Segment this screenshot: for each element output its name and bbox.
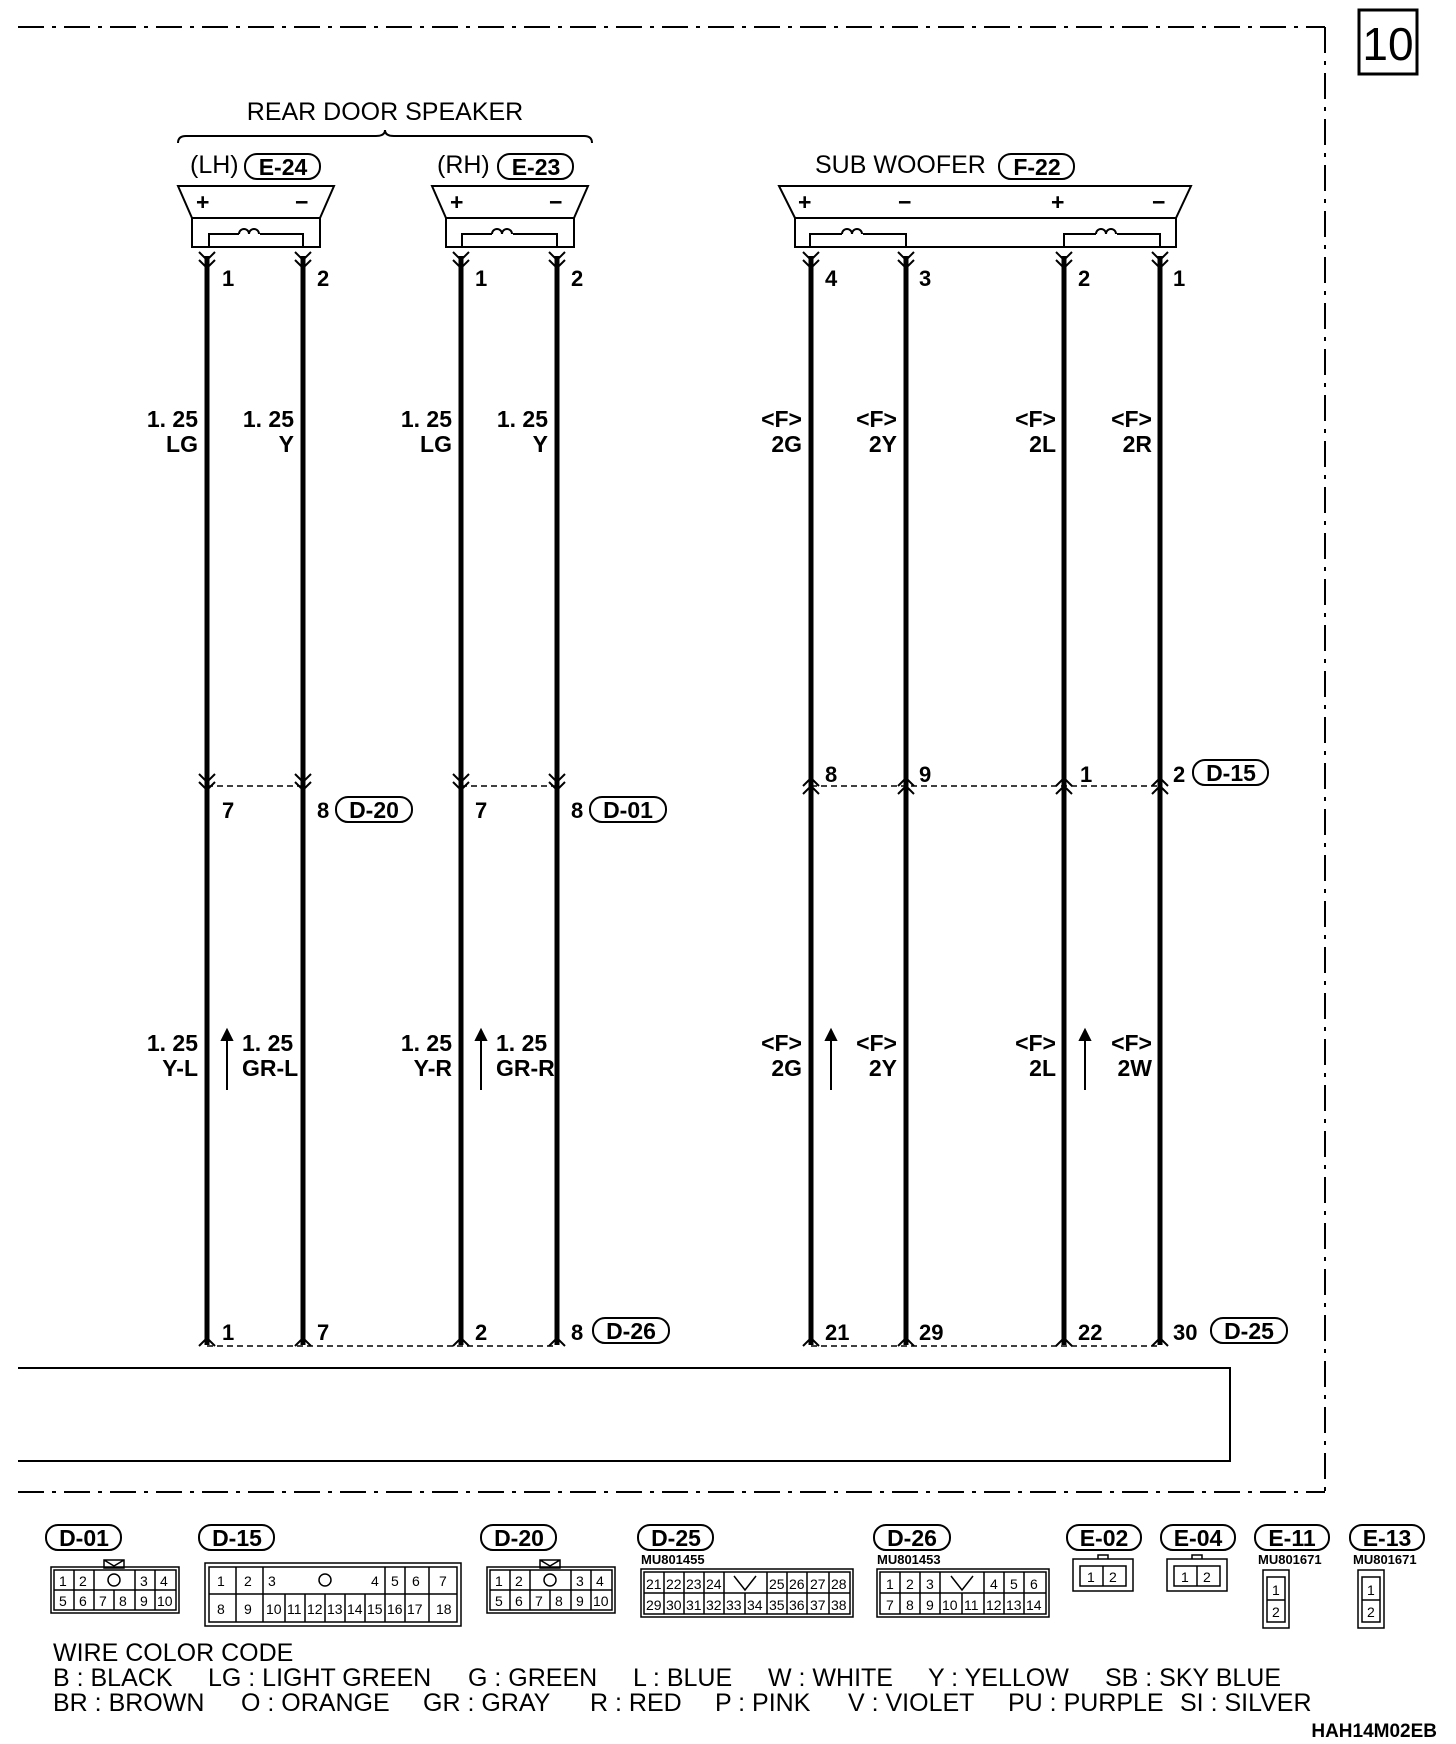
pin-cell: 10 [266, 1601, 282, 1617]
pin-label: 8 [571, 1320, 584, 1345]
wire-color-entry: G : GREEN [468, 1664, 598, 1692]
pin-cell: 2 [1203, 1569, 1211, 1585]
pin-cell: 3 [268, 1573, 276, 1589]
pin-cell: 25 [769, 1576, 785, 1592]
pin-cell: 9 [926, 1597, 934, 1613]
wire-color-entry: Y : YELLOW [928, 1664, 1069, 1692]
pin-cell: 10 [942, 1597, 958, 1613]
wire-color-label: LG [166, 431, 198, 457]
wire-size-label: 1. 25 [146, 1030, 198, 1056]
pin-cell: 5 [59, 1593, 67, 1609]
wire-size-label: 1. 25 [400, 406, 452, 432]
pin-label: 21 [825, 1320, 850, 1345]
wire-size-label: <F> [856, 406, 897, 432]
wire-color-entry: BR : BROWN [53, 1689, 205, 1717]
pin-cell: 1 [886, 1576, 894, 1592]
wire-color-entry: V : VIOLET [848, 1689, 975, 1717]
connector-id-d15: D-15 [1206, 760, 1256, 786]
sub-woofer-title: SUB WOOFER [815, 151, 986, 179]
page-number: 10 [1362, 18, 1414, 70]
pin-cell: 2 [244, 1573, 252, 1589]
lh-connector-id: E-24 [258, 154, 308, 180]
pin-cell: 16 [387, 1601, 403, 1617]
pin-cell: 3 [576, 1573, 584, 1589]
connector-part-number: MU801455 [641, 1552, 705, 1567]
audio-unit-outline [18, 1368, 1230, 1461]
rear-door-speaker-brace [178, 130, 592, 143]
connector-id-d26: D-26 [606, 1318, 656, 1344]
pin-cell: 7 [535, 1593, 543, 1609]
wire-size-label: 1. 25 [146, 406, 198, 432]
pin-label: 1 [222, 266, 235, 291]
pin-cell: 11 [287, 1601, 302, 1617]
pin-cell: 6 [1030, 1576, 1038, 1592]
pin-cell: 13 [1006, 1597, 1022, 1613]
connector-view-id: E-13 [1362, 1525, 1412, 1551]
wire-size-label: <F> [761, 406, 802, 432]
wire-color-label: Y-R [413, 1055, 452, 1081]
wire-size-label: 1. 25 [242, 406, 294, 432]
pin-cell: 12 [307, 1601, 323, 1617]
pin-cell: 2 [906, 1576, 914, 1592]
pin-label: 1 [1080, 762, 1093, 787]
wire-color-label: LG [420, 431, 452, 457]
wire-color-label: 2Y [868, 431, 897, 457]
wire-color-entry: O : ORANGE [241, 1689, 390, 1717]
wire-color-entry: B : BLACK [53, 1664, 173, 1692]
wire-color-entry: L : BLUE [633, 1664, 733, 1692]
pin-cell: 8 [555, 1593, 563, 1609]
wire-size-label: 1. 25 [400, 1030, 452, 1056]
pin-cell: 1 [1181, 1569, 1189, 1585]
rh-side-label: (RH) [437, 151, 490, 179]
upper-wire-labels [147, 406, 1153, 457]
wire-color-label: 2L [1029, 1055, 1056, 1081]
pin-label: 9 [919, 762, 932, 787]
wire-color-entry: R : RED [590, 1689, 682, 1717]
connector-view-e02 [1073, 1555, 1133, 1591]
pin-cell: 26 [789, 1576, 805, 1592]
wire-size-label: <F> [1111, 406, 1152, 432]
rear-door-speaker-title: REAR DOOR SPEAKER [246, 98, 524, 126]
pin-cell: 4 [160, 1573, 168, 1589]
pin-cell: 14 [347, 1601, 363, 1617]
pin-cell: 4 [990, 1576, 998, 1592]
pin-cell: 1 [217, 1573, 225, 1589]
connector-view-id: D-26 [887, 1525, 937, 1551]
wire-color-label: GR-L [242, 1055, 299, 1081]
connector-view-id: D-20 [494, 1525, 544, 1551]
sw-minus-sign-2: − [1152, 189, 1166, 215]
connector-view-id: E-02 [1079, 1525, 1129, 1551]
wire-color-label: Y-L [162, 1055, 198, 1081]
wire-color-entry: SB : SKY BLUE [1105, 1664, 1282, 1692]
pin-cell: 3 [926, 1576, 934, 1592]
connector-part-number: MU801453 [877, 1552, 941, 1567]
pin-label: 1 [222, 1320, 235, 1345]
connector-view-id: D-25 [651, 1525, 701, 1551]
pin-cell: 8 [906, 1597, 914, 1613]
connector-view-d26 [877, 1569, 1049, 1617]
pin-cell: 28 [831, 1576, 847, 1592]
connector-views [46, 1525, 1424, 1628]
pin-label: 2 [317, 266, 330, 291]
pin-cell: 10 [157, 1593, 173, 1609]
pin-cell: 7 [886, 1597, 894, 1613]
pin-label: 22 [1078, 1320, 1103, 1345]
pin-cell: 2 [515, 1573, 523, 1589]
pin-cell: 35 [769, 1597, 785, 1613]
wire-size-label: <F> [856, 1030, 897, 1056]
wire-color-code [53, 1639, 1312, 1717]
pin-cell: 17 [407, 1601, 423, 1617]
pin-label: 8 [825, 762, 838, 787]
sw-minus-sign-1: − [898, 189, 912, 215]
pin-cell: 9 [576, 1593, 584, 1609]
connector-view-id: D-15 [212, 1525, 262, 1551]
pin-cell: 36 [789, 1597, 805, 1613]
wire-color-label: 2W [1117, 1055, 1152, 1081]
lower-wire-labels [147, 1030, 1152, 1081]
pin-cell: 13 [327, 1601, 343, 1617]
pin-cell: 2 [1109, 1569, 1117, 1585]
pin-cell: 1 [1272, 1582, 1280, 1598]
pin-label: 7 [222, 798, 235, 823]
sub-woofer-symbol [779, 186, 1191, 247]
wire-color-entry: W : WHITE [768, 1664, 893, 1692]
lh-plus-sign: + [196, 189, 210, 215]
pin-cell: 21 [646, 1576, 662, 1592]
pin-cell: 6 [79, 1593, 87, 1609]
figure-code: HAH14M02EB [1311, 1721, 1437, 1742]
rh-minus-sign: − [549, 189, 563, 215]
connector-view-id: D-01 [59, 1525, 109, 1551]
pin-label: 29 [919, 1320, 944, 1345]
pin-cell: 9 [244, 1601, 252, 1617]
sub-woofer-connector-id: F-22 [1013, 154, 1061, 180]
wire-size-label: <F> [1015, 406, 1056, 432]
wire-color-label: 2R [1122, 431, 1152, 457]
pin-cell: 3 [140, 1573, 148, 1589]
pin-cell: 10 [593, 1593, 609, 1609]
pin-label: 7 [475, 798, 488, 823]
pin-label: 3 [919, 266, 932, 291]
sw-plus-sign-1: + [798, 189, 812, 215]
pin-cell: 4 [371, 1573, 379, 1589]
pin-cell: 5 [495, 1593, 503, 1609]
pin-cell: 5 [1010, 1576, 1018, 1592]
rh-connector-id: E-23 [511, 154, 561, 180]
pin-label: 1 [1173, 266, 1186, 291]
pin-cell: 8 [119, 1593, 127, 1609]
pin-label: 30 [1173, 1320, 1198, 1345]
pin-cell: 37 [810, 1597, 826, 1613]
connector-id-d20: D-20 [349, 797, 399, 823]
pin-label: 7 [317, 1320, 330, 1345]
pin-cell: 5 [391, 1573, 399, 1589]
wire-color-label: Y [532, 431, 548, 457]
wire-size-label: <F> [1015, 1030, 1056, 1056]
connector-id-d01: D-01 [603, 797, 653, 823]
pin-cell: 33 [726, 1597, 742, 1613]
pin-cell: 8 [217, 1601, 225, 1617]
wire-color-entry: PU : PURPLE [1008, 1689, 1164, 1717]
pin-cell: 2 [79, 1573, 87, 1589]
connector-view-e04 [1167, 1555, 1227, 1591]
pin-cell: 15 [367, 1601, 383, 1617]
wire-color-entry: P : PINK [715, 1689, 811, 1717]
pin-cell: 1 [1367, 1582, 1375, 1598]
pin-cell: 38 [831, 1597, 847, 1613]
wire-color-code-title: WIRE COLOR CODE [53, 1639, 294, 1667]
pin-label: 2 [475, 1320, 488, 1345]
connector-part-number: MU801671 [1353, 1552, 1417, 1567]
pin-label: 1 [475, 266, 488, 291]
pin-label: 2 [1173, 762, 1186, 787]
pin-cell: 30 [666, 1597, 682, 1613]
wire-color-label: 2G [771, 431, 802, 457]
pin-cell: 1 [1087, 1569, 1095, 1585]
pin-cell: 6 [515, 1593, 523, 1609]
rh-plus-sign: + [450, 189, 464, 215]
pin-cell: 2 [1367, 1604, 1375, 1620]
wire-color-label: GR-R [496, 1055, 555, 1081]
pin-cell: 31 [686, 1597, 702, 1613]
pin-label: 2 [1078, 266, 1091, 291]
wire-size-label: <F> [761, 1030, 802, 1056]
pin-cell: 4 [596, 1573, 604, 1589]
wire-color-label: 2G [771, 1055, 802, 1081]
pin-cell: 22 [666, 1576, 682, 1592]
wire-color-label: 2Y [868, 1055, 897, 1081]
wire-size-label: <F> [1111, 1030, 1152, 1056]
wire-color-entry: LG : LIGHT GREEN [208, 1664, 432, 1692]
pin-cell: 32 [706, 1597, 722, 1613]
connector-part-number: MU801671 [1258, 1552, 1322, 1567]
sw-plus-sign-2: + [1051, 189, 1065, 215]
pin-cell: 9 [140, 1593, 148, 1609]
pin-cell: 6 [412, 1573, 420, 1589]
pin-cell: 24 [706, 1576, 722, 1592]
pin-cell: 7 [439, 1573, 447, 1589]
wire-size-label: 1. 25 [242, 1030, 294, 1056]
wire-size-label: 1. 25 [496, 1030, 548, 1056]
pin-cell: 23 [686, 1576, 702, 1592]
connector-view-id: E-04 [1173, 1525, 1223, 1551]
pin-label: 8 [571, 798, 584, 823]
signal-arrows [222, 1030, 1090, 1090]
pin-label: 2 [571, 266, 584, 291]
pin-cell: 14 [1026, 1597, 1042, 1613]
pin-cell: 27 [810, 1576, 826, 1592]
wire-color-entry: SI : SILVER [1180, 1689, 1312, 1717]
pin-cell: 18 [436, 1601, 452, 1617]
pin-label: 4 [825, 266, 838, 291]
pin-label: 8 [317, 798, 330, 823]
lh-minus-sign: − [295, 189, 309, 215]
pin-cell: 1 [495, 1573, 503, 1589]
connector-id-d25: D-25 [1224, 1318, 1274, 1344]
wire-color-entry: GR : GRAY [423, 1689, 551, 1717]
wire-color-label: Y [278, 431, 294, 457]
pin-cell: 29 [646, 1597, 662, 1613]
pin-cell: 12 [986, 1597, 1002, 1613]
pin-cell: 2 [1272, 1604, 1280, 1620]
pin-cell: 11 [964, 1597, 979, 1613]
lh-side-label: (LH) [190, 151, 239, 179]
pin-cell: 1 [59, 1573, 67, 1589]
pin-cell: 34 [747, 1597, 763, 1613]
wire-color-label: 2L [1029, 431, 1056, 457]
wire-size-label: 1. 25 [496, 406, 548, 432]
connector-view-id: E-11 [1268, 1525, 1316, 1551]
pin-cell: 7 [99, 1593, 107, 1609]
